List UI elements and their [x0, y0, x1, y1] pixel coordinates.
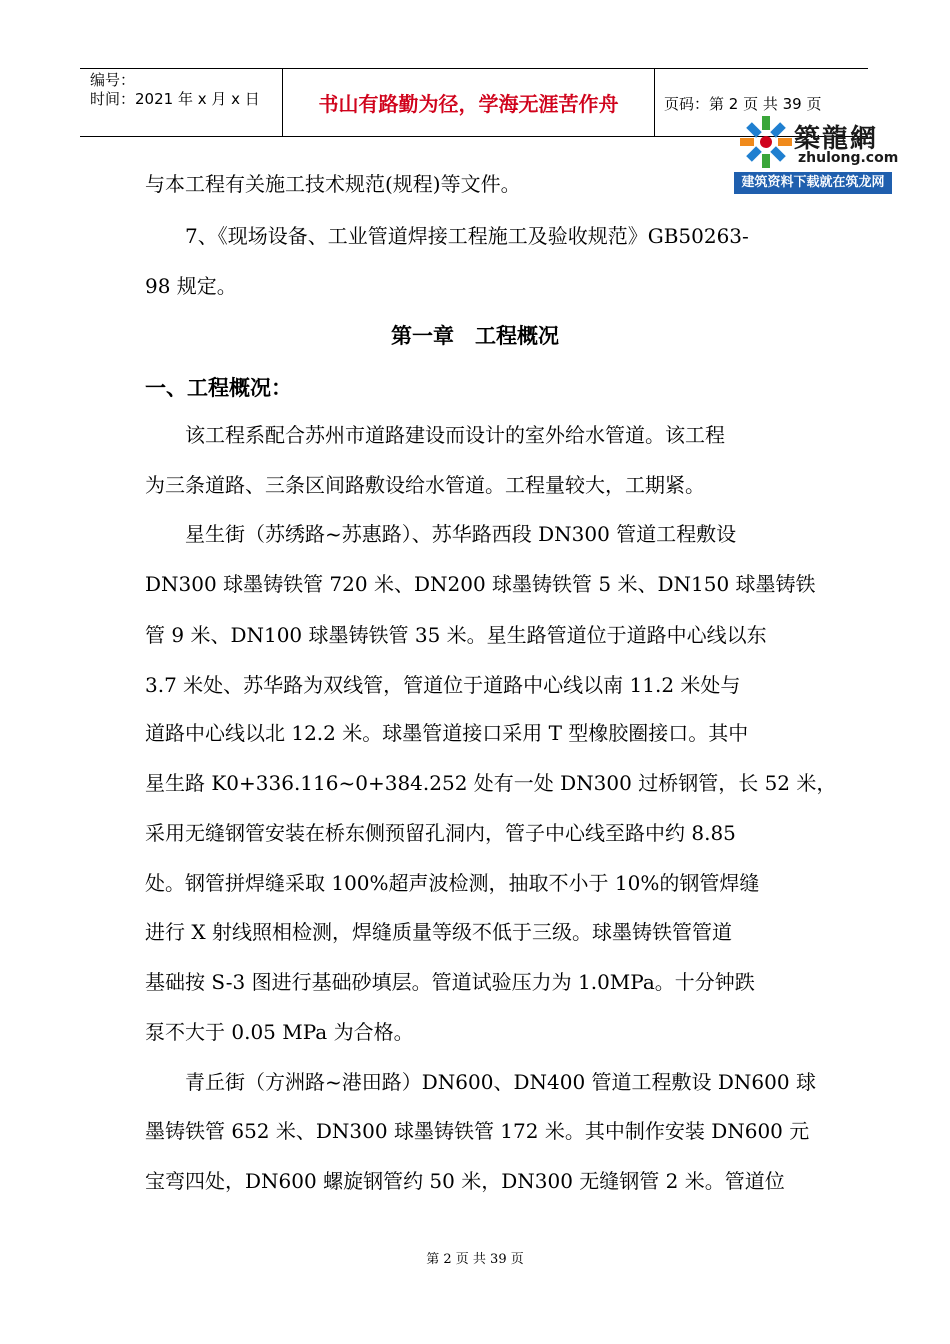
page-footer: 第 2 页 共 39 页	[426, 1252, 524, 1267]
body-line: 7、《现场设备、工业管道焊接工程施工及验收规范》GB50263-	[145, 224, 749, 248]
body-line: 3.7 米处、苏华路为双线管，管道位于道路中心线以南 11.2 米处与	[145, 673, 741, 697]
body-line: DN300 球墨铸铁管 720 米、DN200 球墨铸铁管 5 米、DN150 球墨铸铁	[145, 572, 816, 596]
body-line: 处。钢管拼焊缝采取 100%超声波检测，抽取不小于 10%的钢管焊缝	[145, 871, 760, 895]
number-label: 编号：	[90, 71, 136, 89]
date-label: 时间：2021 年 x 月 x 日	[90, 90, 260, 108]
logo-brand: 築龍網	[794, 124, 879, 154]
body-line: 青丘街（方洲路~港田路）DN600、DN400 管道工程敷设 DN600 球	[145, 1070, 816, 1094]
body-line: 98 规定。	[145, 274, 237, 298]
body-line: 基础按 S-3 图进行基础砂填层。管道试验压力为 1.0MPa。十分钟跌	[145, 970, 755, 994]
body-line: 采用无缝钢管安装在桥东侧预留孔洞内，管子中心线至路中约 8.85	[145, 821, 736, 845]
body-line: 管 9 米、DN100 球墨铸铁管 35 米。星生路管道位于道路中心线以东	[145, 623, 767, 647]
header-divider	[654, 69, 655, 136]
body-line: 墨铸铁管 652 米、DN300 球墨铸铁管 172 米。其中制作安装 DN600 元	[145, 1119, 810, 1143]
header-page-info: 页码：第 2 页 共 39 页	[664, 95, 822, 113]
header-meta-cell	[80, 69, 282, 136]
header-motto: 书山有路勤为径，学海无涯苦作舟	[318, 92, 619, 116]
body-line: 星生路 K0+336.116~0+384.252 处有一处 DN300 过桥钢管，长 52 米，	[145, 771, 837, 795]
body-line: 星生街（苏绣路~苏惠路）、苏华路西段 DN300 管道工程敷设	[145, 522, 737, 546]
body-line: 为三条道路、三条区间路敷设给水管道。工程量较大，工期紧。	[145, 473, 705, 497]
logo-url: zhulong.com	[798, 150, 899, 166]
body-line: 宝弯四处，DN600 螺旋钢管约 50 米，DN300 无缝钢管 2 米。管道位	[145, 1169, 785, 1193]
body-line: 道路中心线以北 12.2 米。球墨管道接口采用 T 型橡胶圈接口。其中	[145, 721, 749, 745]
logo-banner: 建筑资料下载就在筑龙网	[734, 172, 892, 194]
chapter-title: 第一章 工程概况	[391, 324, 559, 348]
body-line: 该工程系配合苏州市道路建设而设计的室外给水管道。该工程	[145, 423, 725, 447]
body-line: 与本工程有关施工技术规范(规程)等文件。	[145, 172, 521, 196]
section-title: 一、工程概况：	[145, 376, 292, 400]
snowflake-logo-icon	[738, 114, 794, 170]
body-line: 泵不大于 0.05 MPa 为合格。	[145, 1020, 414, 1044]
body-line: 进行 X 射线照相检测，焊缝质量等级不低于三级。球墨铸铁管管道	[145, 920, 732, 944]
